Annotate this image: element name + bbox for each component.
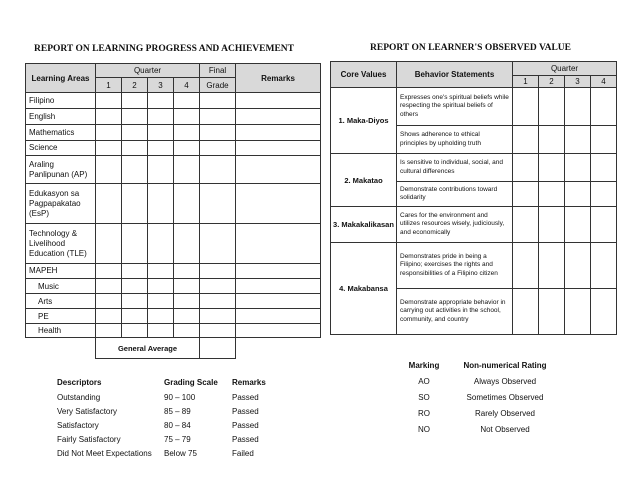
subject-english: English: [26, 109, 96, 125]
subject-esp: Edukasyon sa Pagpapakatao (EsP): [26, 184, 96, 224]
general-average-label: General Average: [96, 338, 200, 359]
behavior-statement: Demonstrates pride in being a Filipino; exercises the rights and responsibilities of a Filipino citizen: [397, 243, 513, 289]
subject-mapeh: MAPEH: [26, 264, 96, 279]
table-row: [331, 243, 617, 289]
table-row: [26, 141, 321, 156]
behavior-statement: Demonstrate contributions toward solidarity: [397, 182, 513, 207]
marking-header: Marking: [408, 361, 440, 370]
general-average-row: [26, 338, 321, 359]
remarks-header: Remarks: [236, 64, 321, 93]
rating-header: Non-numerical Rating: [463, 361, 547, 370]
descriptor-remark: Passed: [232, 435, 259, 444]
quarter-3-header: 3: [148, 78, 174, 93]
descriptor-scale: 80 – 84: [164, 421, 191, 430]
observed-values-table: [330, 61, 617, 335]
subject-science: Science: [26, 141, 96, 156]
subject-health: Health: [26, 324, 96, 338]
marking-code: NO: [418, 425, 430, 434]
marking-code: RO: [418, 409, 430, 418]
values-quarter-1-header: 1: [513, 76, 539, 88]
subject-tle: Technology & Livelihood Education (TLE): [26, 224, 96, 264]
subject-mathematics: Mathematics: [26, 125, 96, 141]
core-value-makabansa: 4. Makabansa: [331, 243, 397, 335]
subject-filipino: Filipino: [26, 93, 96, 109]
descriptor-name: Very Satisfactory: [57, 407, 118, 416]
core-value-maka-diyos: 1. Maka-Diyos: [331, 88, 397, 154]
quarter-1-header: 1: [96, 78, 122, 93]
marking-rating: Rarely Observed: [474, 409, 536, 418]
descriptor-remarks-header: Remarks: [232, 378, 266, 387]
marking-rating: Sometimes Observed: [466, 393, 544, 402]
final-header: Final: [200, 64, 236, 78]
table-row: [26, 109, 321, 125]
learning-progress-table: [25, 63, 321, 359]
marking-rating: Not Observed: [480, 425, 530, 434]
values-quarter-2-header: 2: [539, 76, 565, 88]
descriptor-remark: Passed: [232, 421, 259, 430]
quarter-header: Quarter: [96, 64, 200, 78]
descriptor-name: Satisfactory: [57, 421, 99, 430]
descriptor-remark: Passed: [232, 407, 259, 416]
descriptor-remark: Passed: [232, 393, 259, 402]
descriptors-header: Descriptors: [57, 378, 102, 387]
table-row: [26, 184, 321, 224]
behavior-statement: Expresses one's spiritual beliefs while respecting the spiritual beliefs of others: [397, 88, 513, 126]
table-row: [26, 264, 321, 279]
table-row: [26, 224, 321, 264]
behavior-statement: Is sensitive to individual, social, and cultural differences: [397, 154, 513, 182]
descriptor-scale: Below 75: [164, 449, 197, 458]
marking-code: AO: [418, 377, 430, 386]
descriptor-scale: 85 – 89: [164, 407, 191, 416]
behavior-statement: Demonstrate appropriate behavior in carrying out activities in the school, community, and country: [397, 289, 513, 335]
values-quarter-4-header: 4: [591, 76, 617, 88]
descriptor-name: Did Not Meet Expectations: [57, 449, 152, 458]
core-value-makakalikasan: 3. Makakalikasan: [331, 207, 397, 243]
marking-rating: Always Observed: [473, 377, 537, 386]
descriptor-name: Fairly Satisfactory: [57, 435, 121, 444]
descriptor-name: Outstanding: [57, 393, 101, 402]
table-row: [26, 125, 321, 141]
table-row: [331, 88, 617, 126]
values-title: REPORT ON LEARNER'S OBSERVED VALUE: [370, 43, 571, 53]
values-quarter-header: Quarter: [513, 62, 617, 76]
subject-ap: Araling Panlipunan (AP): [26, 156, 96, 184]
descriptor-scale: 90 – 100: [164, 393, 196, 402]
table-row: [26, 294, 321, 309]
subject-music: Music: [26, 279, 96, 294]
learning-areas-header: Learning Areas: [26, 64, 96, 93]
table-row: [26, 279, 321, 294]
table-row: [26, 309, 321, 324]
subject-arts: Arts: [26, 294, 96, 309]
grading-scale-header: Grading Scale: [164, 378, 218, 387]
table-row: [331, 207, 617, 243]
values-quarter-3-header: 3: [565, 76, 591, 88]
table-row: [26, 324, 321, 338]
behavior-statement: Cares for the environment and utilizes resources wisely, judiciously, and economically: [397, 207, 513, 243]
marking-code: SO: [418, 393, 430, 402]
core-values-header: Core Values: [331, 62, 397, 88]
behavior-statements-header: Behavior Statements: [397, 62, 513, 88]
behavior-statement: Shows adherence to ethical principles by upholding truth: [397, 126, 513, 154]
core-value-makatao: 2. Makatao: [331, 154, 397, 207]
grade-header: Grade: [200, 78, 236, 93]
table-row: [331, 154, 617, 182]
descriptor-remark: Failed: [232, 449, 254, 458]
table-row: [26, 156, 321, 184]
descriptor-scale: 75 – 79: [164, 435, 191, 444]
progress-title: REPORT ON LEARNING PROGRESS AND ACHIEVEMENT: [34, 44, 294, 54]
quarter-2-header: 2: [122, 78, 148, 93]
quarter-4-header: 4: [174, 78, 200, 93]
table-row: [26, 93, 321, 109]
subject-pe: PE: [26, 309, 96, 324]
